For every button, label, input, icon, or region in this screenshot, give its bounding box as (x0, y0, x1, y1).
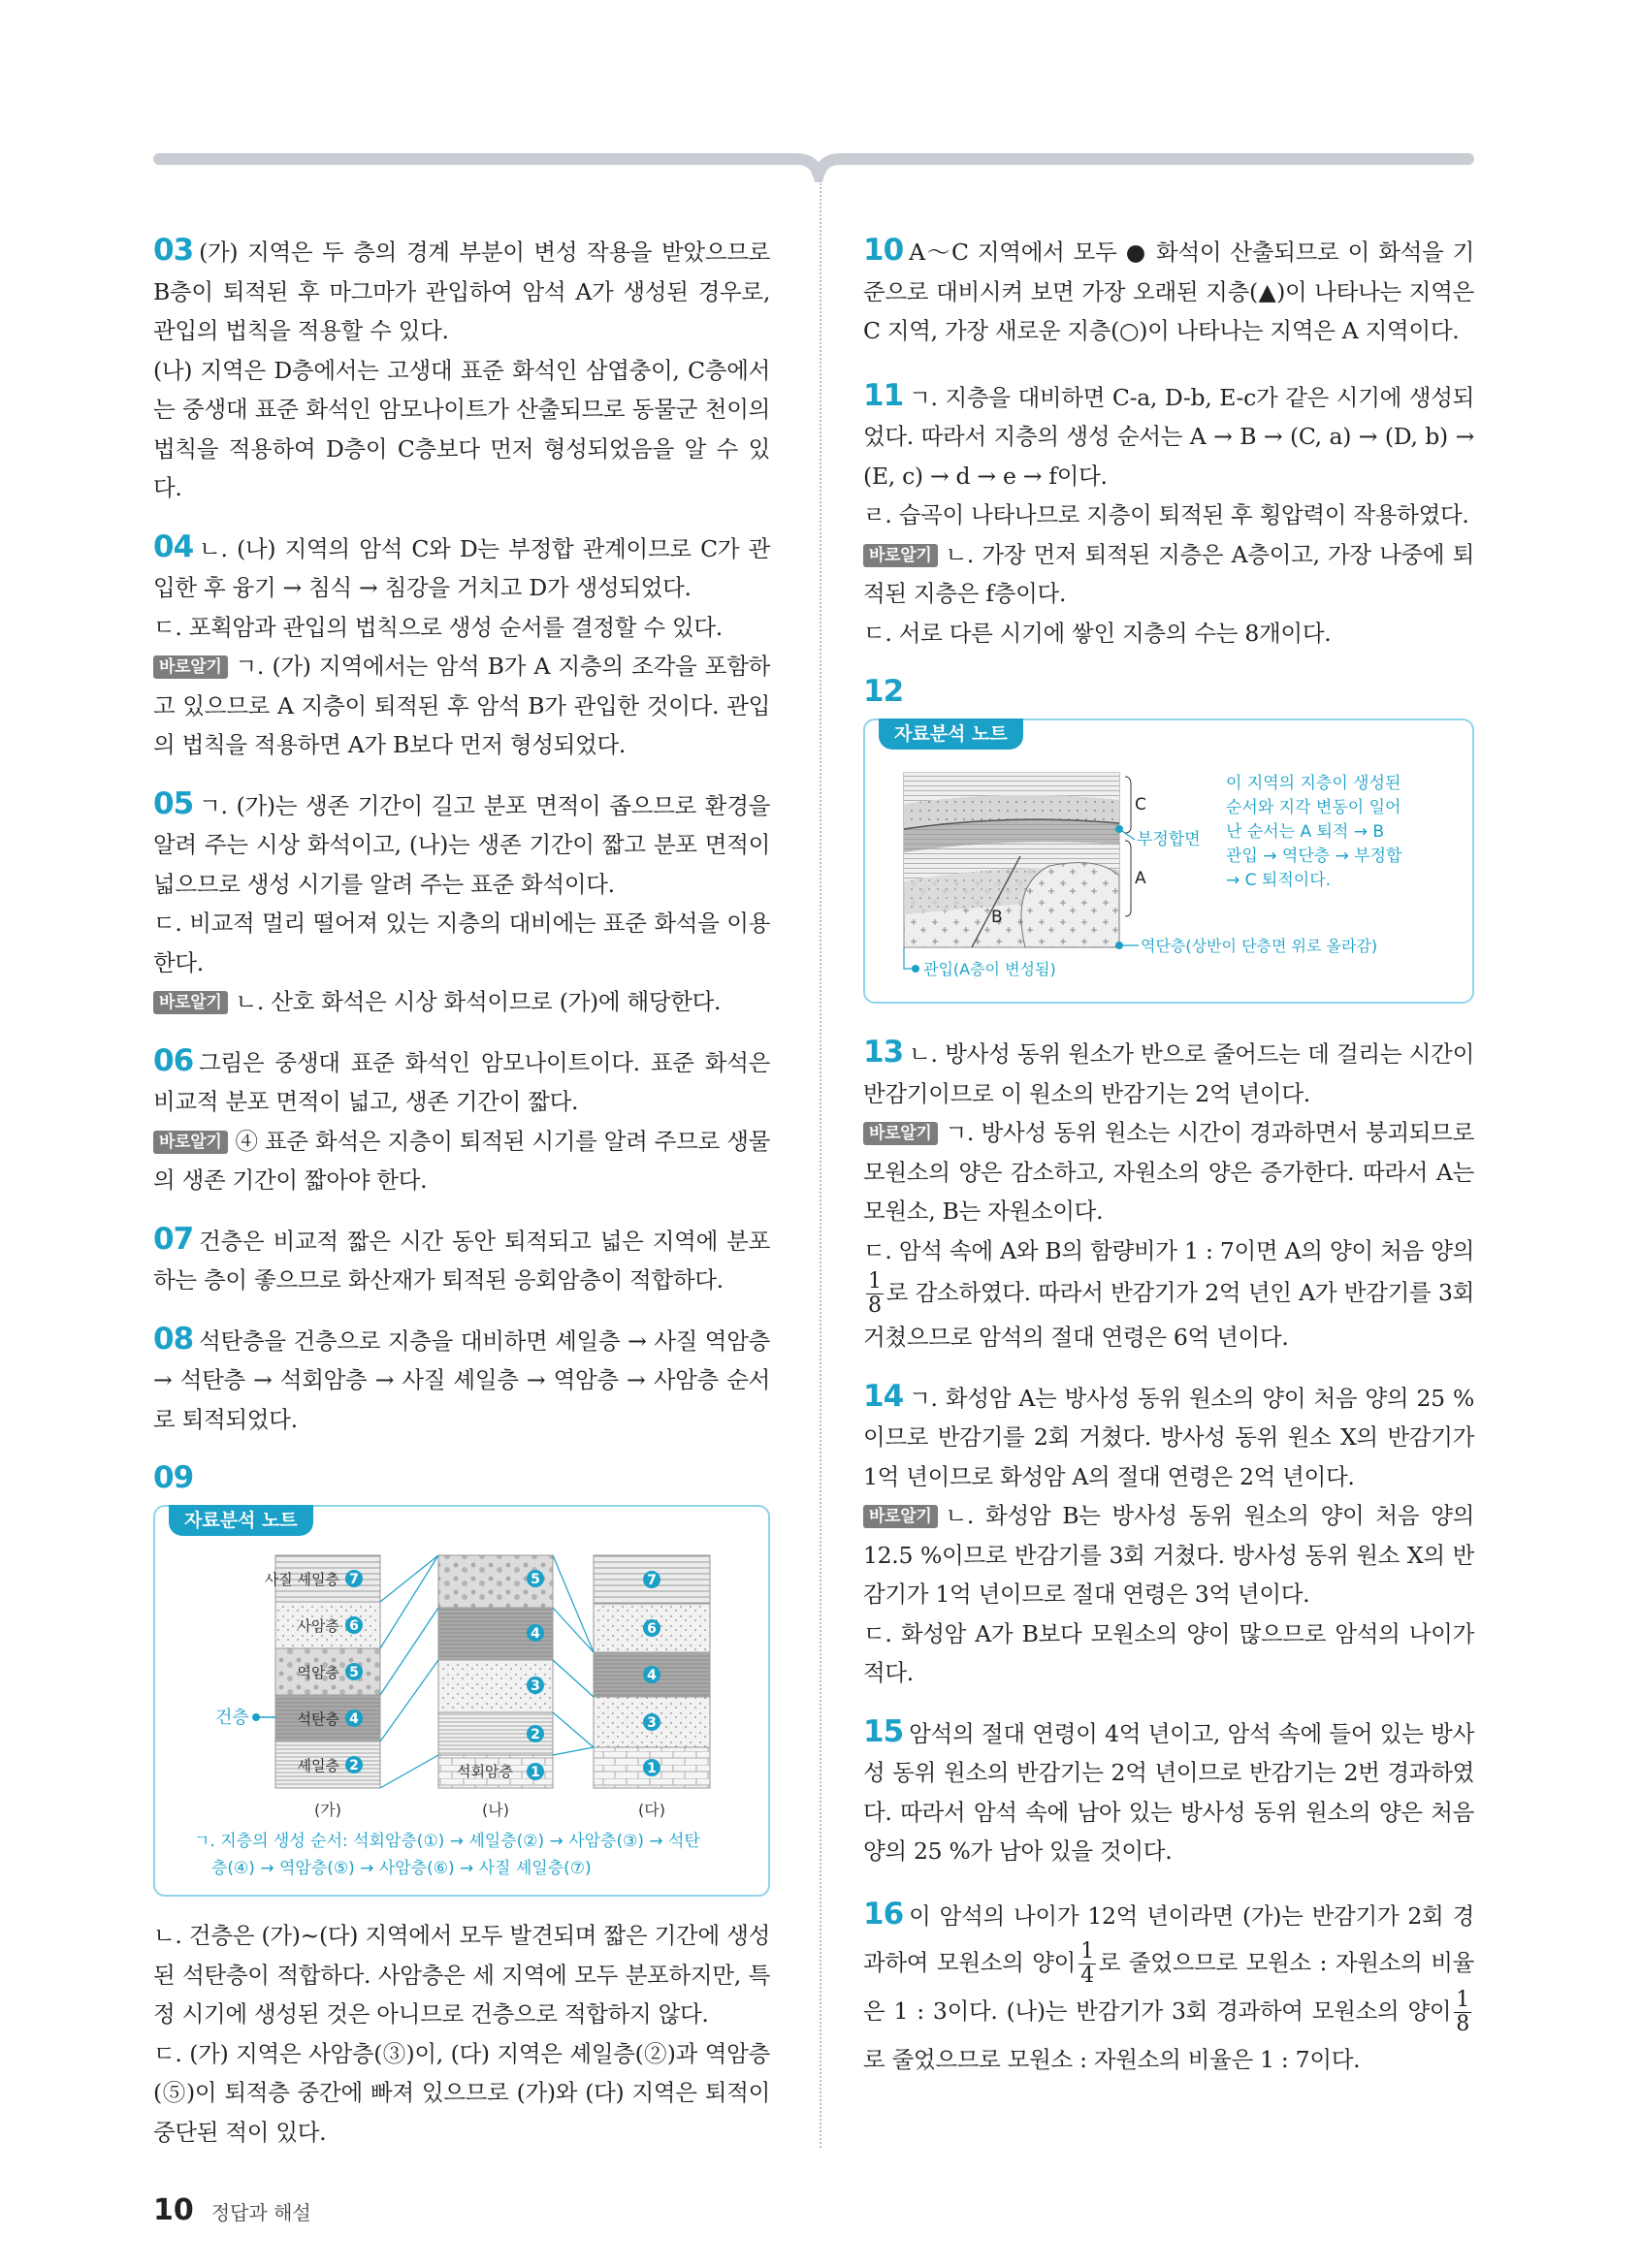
analysis-note-line: ㄱ. 지층의 생성 순서: 석회암층(①) → 셰일층(②) → 사암층(③) → 석탄 (194, 1832, 700, 1851)
layer-c-label: C (1135, 795, 1146, 815)
layer-number: 2 (349, 1758, 359, 1773)
column-da (594, 1555, 710, 1788)
question-number: 07 (153, 1221, 194, 1257)
strata-correlation-figure (155, 1507, 768, 1891)
unconformity-label: 부정합면 (1137, 830, 1201, 849)
answer-07: 07 건층은 비교적 짧은 시간 동안 퇴적되고 넓은 지역에 분포하는 층이 좋으므로 화산재가 퇴적된 응회암층이 적합하다. (153, 1221, 770, 1294)
fraction: $\frac{1}{4}$ (1080, 1938, 1094, 1988)
layer-number: 3 (647, 1715, 657, 1731)
layer-number: 2 (531, 1727, 540, 1742)
geologic-cross-section (865, 720, 1472, 998)
layer-label: 역암층 (297, 1664, 339, 1681)
answer-06: 06 그림은 중생대 표준 화석인 암모나이트이다. 표준 화석은 비교적 분포 면적이 넓고, 생존 기간이 짧다. 바로알기 ④ 표준 화석은 지층이 퇴적된 시기를 알려 주므로 생물의 생존 기간이 짧아야 한다. (153, 1042, 770, 1194)
layer-number: 4 (349, 1711, 359, 1727)
answer-09: 09 자료분석 노트 사질 셰일층 사암층 역암층 석탄층 셰일층 7 6 5 4 2 석회암층 5 4 3 2 1 7 6 4 3 1 건층 (가) (나) (다) ㄱ. 지층의 생성 순서: 석회암층(①) → 셰일층(②) → 사암층(③) → 석탄 층(④) → 역암층(⑤) → 사암층(⑥) → 사질 셰일층(⑦) ㄴ. 건층은 (가)~(다) 지역에서 모두 발견되며 짧은 기간에 생성된 석탄층이 적합하다. 사암층은 세 지역에 모두 분포하지만, 특정 시기에 생성된 것은 아니므로 건층으로 적합하지 않다. ㄷ. (가) 지역은 사암층(③)이, (다) 지역은 셰일층(②)과 역암층(⑤)이 퇴적층 중간에 빠져 있으므로 (가)와 (다) 지역은 퇴적이 중단된 적이 있다. (153, 1460, 770, 2146)
intrusion-label: 관입(A층이 변성됨) (923, 960, 1056, 978)
caption-ga: (가) (314, 1801, 341, 1819)
fraction: $\frac{1}{8}$ (868, 1269, 882, 1318)
question-number: 10 (863, 233, 904, 268)
correction-tag: 바로알기 (153, 655, 228, 679)
analysis-note-box (863, 719, 1474, 1004)
layer-label: 사암층 (297, 1617, 339, 1635)
question-number: 05 (153, 785, 194, 821)
layer-number: 6 (647, 1621, 657, 1637)
layer-label: 석탄층 (297, 1710, 339, 1728)
layer-label: 셰일층 (297, 1757, 339, 1774)
svg-text:관입 → 역단층 → 부정합: 관입 → 역단층 → 부정합 (1226, 847, 1402, 866)
layer-number: 3 (531, 1678, 540, 1694)
question-number: 09 (153, 1460, 194, 1495)
analysis-note-text (1226, 773, 1402, 890)
layer-a-label: A (1135, 869, 1146, 888)
answer-10: 10 A～C 지역에서 모두 ● 화석이 산출되므로 이 화석을 기준으로 대비시켜 보면 가장 오래된 지층(▲)이 나타나는 지역은 C 지역, 가장 새로운 지층(○)이 나타나는 지역은 A 지역이다. (863, 233, 1474, 344)
correction-tag: 바로알기 (863, 1505, 938, 1528)
key-bed-label: 건층 (215, 1708, 249, 1728)
layer-number: 1 (647, 1761, 657, 1776)
rock-b-label: B (991, 908, 1003, 927)
layer-number: 4 (531, 1626, 540, 1642)
column-na (438, 1555, 553, 1788)
svg-text:이 지역의 지층이 생성된: 이 지역의 지층이 생성된 (1226, 774, 1401, 793)
layer-label: 사질 셰일층 (264, 1571, 339, 1588)
question-number: 14 (863, 1378, 904, 1414)
caption-na: (나) (482, 1801, 509, 1819)
column-ga (265, 1555, 380, 1788)
column-divider (820, 179, 821, 2148)
question-number: 12 (863, 674, 904, 709)
question-number: 08 (153, 1321, 194, 1357)
footer-title: 정답과 해설 (210, 2201, 311, 2224)
svg-text:→ C 퇴적이다.: → C 퇴적이다. (1226, 871, 1332, 890)
question-number: 04 (153, 528, 194, 564)
layer-label: 석회암층 (457, 1763, 513, 1780)
answer-13: 13 ㄴ. 방사성 동위 원소가 반으로 줄어드는 데 걸리는 시간이 반감기이므로 이 원소의 반감기는 2억 년이다. 바로알기 ㄱ. 방사성 동위 원소는 시간이 경과하면서 붕괴되므로 모원소의 양은 감소하고, 자원소의 양은 증가한다. 따라서 A는 모원소, B는 자원소이다. ㄷ. 암석 속에 A와 B의 함량비가 1 : 7이면 A의 양이 처음 양의 $\frac{1}{8}$ 로 감소하였다. 따라서 반감기가 2억 년인 A가 반감기를 3회 거쳤으므로 암석의 절대 연령은 6억 년이다. (863, 1035, 1474, 1351)
left-column (153, 231, 770, 2152)
analysis-note-line: 층(④) → 역암층(⑤) → 사암층(⑥) → 사질 셰일층(⑦) (211, 1859, 592, 1878)
svg-text:순서와 지각 변동이 일어: 순서와 지각 변동이 일어 (1226, 798, 1401, 817)
answer-14: 14 ㄱ. 화성암 A는 방사성 동위 원소의 양이 처음 양의 25 %이므로 반감기를 2회 거쳤다. 방사성 동위 원소 X의 반감기가 1억 년이므로 화성암 A의 절대 연령은 2억 년이다. 바로알기 ㄴ. 화성암 B는 방사성 동위 원소의 양이 처음 양의 12.5 %이므로 반감기를 3회 거쳤다. 방사성 동위 원소 X의 반감기가 1억 년이므로 절대 연령은 3억 년이다. ㄷ. 화성암 A가 B보다 모원소의 양이 많으므로 암석의 나이가 적다. (863, 1378, 1474, 1686)
question-number: 15 (863, 1713, 904, 1749)
answer-11: 11 ㄱ. 지층을 대비하면 C-a, D-b, E-c가 같은 시기에 생성되었다. 따라서 지층의 생성 순서는 A → B → (C, a) → (D, b) → (E, c) → d → e → f이다. ㄹ. 습곡이 나타나므로 지층이 퇴적된 후 횡압력이 작용하였다. 바로알기 ㄴ. 가장 먼저 퇴적된 지층은 A층이고, 가장 나중에 퇴적된 지층은 f층이다. ㄷ. 서로 다른 시기에 쌓인 지층의 수는 8개이다. (863, 377, 1474, 647)
question-number: 11 (863, 377, 904, 413)
layer-number: 5 (531, 1572, 540, 1587)
correction-tag: 바로알기 (863, 1122, 938, 1145)
cross-section-block (904, 773, 1119, 947)
answer-05: 05 ㄱ. (가)는 생존 기간이 길고 분포 면적이 좁으므로 환경을 알려 주는 시상 화석이고, (나)는 생존 기간이 짧고 분포 면적이 넓으므로 생성 시기를 알려 주는 표준 화석이다. ㄷ. 비교적 멀리 떨어져 있는 지층의 대비에는 표준 화석을 이용한다. 바로알기 ㄴ. 산호 화석은 시상 화석이므로 (가)에 해당한다. (153, 785, 770, 1015)
layer-number: 5 (349, 1665, 359, 1680)
layer-number: 6 (349, 1618, 359, 1634)
question-number: 16 (863, 1896, 904, 1932)
correction-tag: 바로알기 (863, 544, 938, 567)
answer-04: 04 ㄴ. (나) 지역의 암석 C와 D는 부정합 관계이므로 C가 관입한 후 융기 → 침식 → 침강을 거치고 D가 생성되었다. ㄷ. 포획암과 관입의 법칙으로 생성 순서를 결정할 수 있다. 바로알기 ㄱ. (가) 지역에서는 암석 B가 A 지층의 조각을 포함하고 있으므로 A 지층이 퇴적된 후 암석 B가 관입한 것이다. 관입의 법칙을 적용하면 A가 B보다 먼저 형성되었다. (153, 528, 770, 758)
layer-number: 4 (647, 1668, 657, 1683)
correction-tag: 바로알기 (153, 991, 228, 1014)
layer-number: 7 (349, 1572, 359, 1587)
layer-number: 7 (647, 1573, 657, 1588)
header-bar (153, 153, 1474, 165)
fraction: $\frac{1}{8}$ (1456, 1987, 1469, 2036)
caption-da: (다) (638, 1801, 665, 1819)
answer-03: 03 (가) 지역은 두 층의 경계 부분이 변성 작용을 받았으므로 B층이 퇴적된 후 마그마가 관입하여 암석 A가 생성된 경우로, 관입의 법칙을 적용할 수 있다. (나) 지역은 D층에서는 고생대 표준 화석인 삼엽충이, C층에서는 중생대 표준 화석인 암모나이트가 산출되므로 동물군 천이의 법칙을 적용하여 D층이 C층보다 먼저 형성되었음을 알 수 있다. (153, 233, 770, 501)
right-column (863, 231, 1474, 2102)
answer-16: 16 이 암석의 나이가 12억 년이라면 (가)는 반감기가 2회 경과하여 모원소의 양이 $\frac{1}{4}$ 로 줄었으므로 모원소 : 자원소의 비율은 1 : 3이다. (나)는 반감기가 3회 경과하여 모원소의 양이 $\frac{1}{8}$ 로 줄었으므로 모원소 : 자원소의 비율은 1 : 7이다. (863, 1896, 1475, 2073)
page-footer (153, 2193, 311, 2227)
answer-12 (863, 672, 1474, 1004)
question-number: 06 (153, 1042, 194, 1078)
reverse-fault-label: 역단층(상반이 단층면 위로 올라감) (1141, 937, 1378, 955)
correction-tag: 바로알기 (153, 1131, 228, 1154)
answer-08: 08 석탄층을 건층으로 지층을 대비하면 셰일층 → 사질 역암층 → 석탄층 → 석회암층 → 사질 셰일층 → 역암층 → 사암층 순서로 퇴적되었다. (153, 1321, 770, 1433)
layer-number: 1 (531, 1765, 540, 1780)
question-number: 03 (153, 233, 194, 268)
question-number: 13 (863, 1035, 904, 1070)
analysis-note-tag: 자료분석 노트 (169, 1505, 313, 1536)
analysis-note-tag: 자료분석 노트 (879, 719, 1023, 750)
answer-15: 15 암석의 절대 연령이 4억 년이고, 암석 속에 들어 있는 방사성 동위 원소의 반감기는 2억 년이므로 반감기는 2번 경과하였다. 따라서 암석 속에 남아 있는 방사성 동위 원소의 양은 처음 양의 25 %가 남아 있을 것이다. (863, 1713, 1474, 1865)
svg-text:난 순서는 A 퇴적 → B: 난 순서는 A 퇴적 → B (1226, 822, 1385, 842)
analysis-note-box (153, 1505, 770, 1897)
page-number: 10 (153, 2193, 194, 2227)
